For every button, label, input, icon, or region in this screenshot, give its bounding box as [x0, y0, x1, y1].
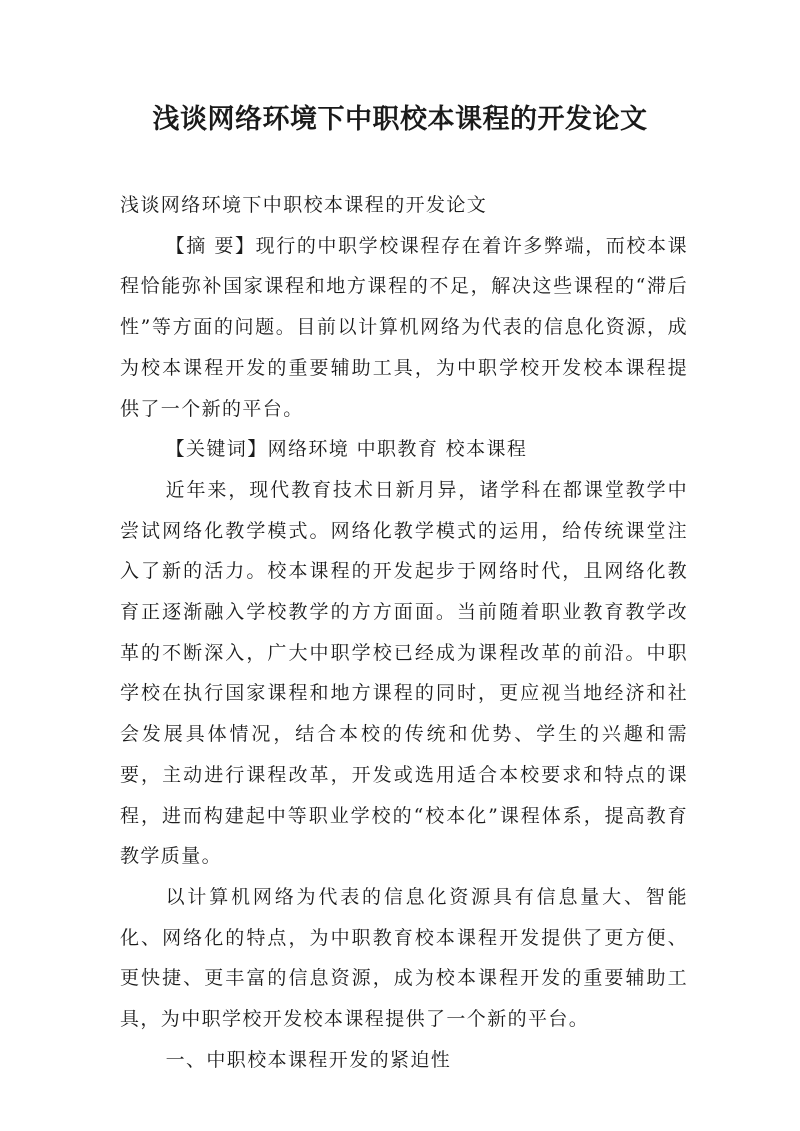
abstract-paragraph: 【摘 要】现行的中职学校课程存在着许多弊端，而校本课程恰能弥补国家课程和地方课程的不足，解决这些课程的“滞后性”等方面的问题。目前以计算机网络为代表的信息化资源，成为校本课程开发的重要辅助工具，为中职学校开发校本课程提供了一个新的平台。	[120, 234, 688, 420]
section-heading-1: 一、中职校本课程开发的紧迫性	[165, 1048, 452, 1071]
body-paragraph-2: 以计算机网络为代表的信息化资源具有信息量大、智能化、网络化的特点，为中职教育校本课程开发提供了更方便、更快捷、更丰富的信息资源，成为校本课程开发的重要辅助工具，为中职学校开发校本课程提供了一个新的平台。	[120, 885, 688, 1031]
document-title: 浅谈网络环境下中职校本课程的开发论文	[152, 104, 648, 135]
document-body	[120, 185, 688, 1080]
body-paragraph-1: 近年来，现代教育技术日新月异，诸学科在都课堂教学中尝试网络化教学模式。网络化教学模式的运用，给传统课堂注入了新的活力。校本课程的开发起步于网络时代，且网络化教育正逐渐融入学校教学的方方面面。当前随着职业教育教学改革的不断深入，广大中职学校已经成为课程改革的前沿。中职学校在执行国家课程和地方课程的同时，更应视当地经济和社会发展具体情况，结合本校的传统和优势、学生的兴趣和需要，主动进行课程改革，开发或选用适合本校要求和特点的课程，进而构建起中等职业学校的“校本化”课程体系，提高教育教学质量。	[120, 478, 688, 868]
subtitle-paragraph: 浅谈网络环境下中职校本课程的开发论文	[120, 194, 488, 216]
keywords-paragraph: 【关键词】网络环境 中职教育 校本课程	[165, 438, 528, 461]
